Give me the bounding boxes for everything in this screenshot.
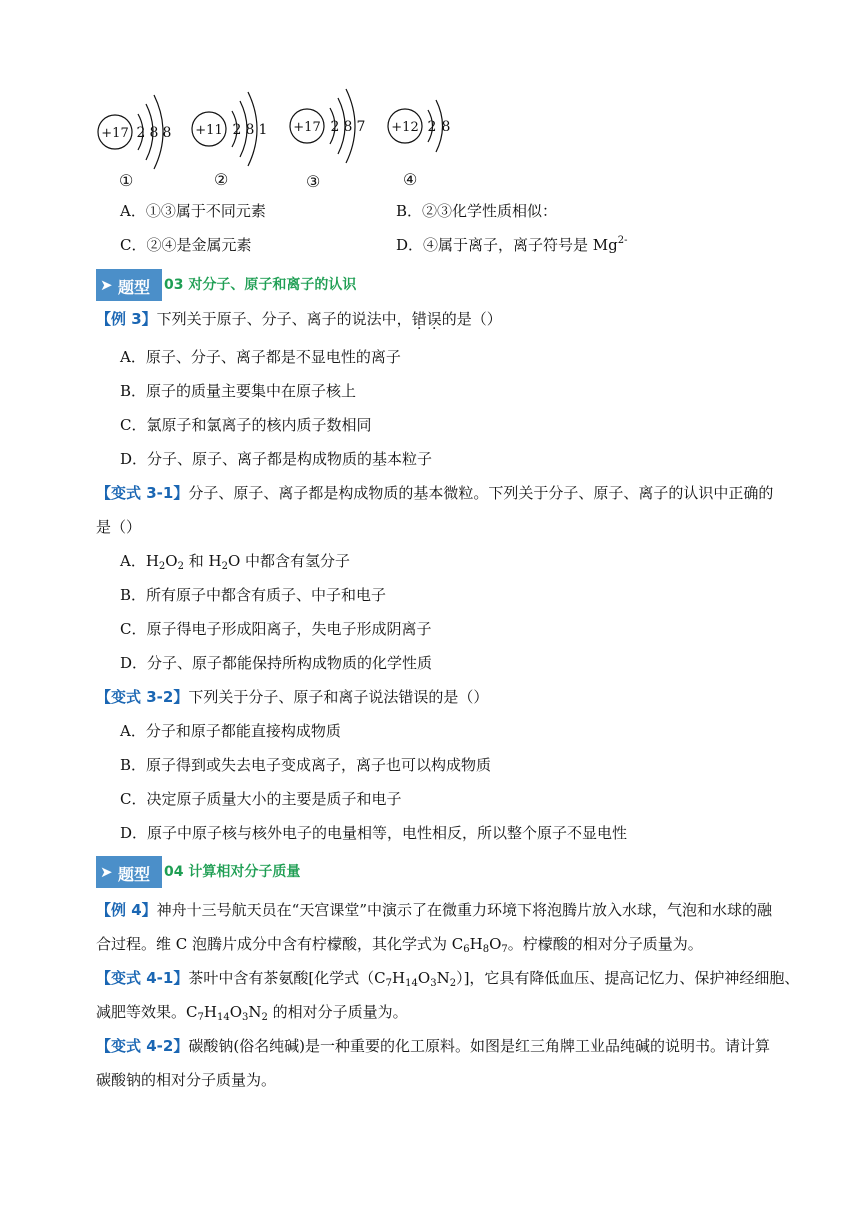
- section-title: 04 计算相对分子质量: [164, 864, 301, 880]
- section-banner: ➤ 题型: [96, 269, 162, 301]
- section-title: 03 对分子、原子和离子的认识: [164, 277, 357, 293]
- nucleus-charge: +11: [195, 123, 223, 138]
- option-d: D．分子、原子都能保持所构成物质的化学性质: [120, 654, 433, 672]
- option-c: C．②④是金属元素: [120, 236, 252, 254]
- diagram-label-2: ②: [214, 170, 229, 189]
- shell-electrons: 2: [427, 119, 437, 135]
- nucleus-charge: +17: [101, 126, 129, 141]
- shell-electrons: 2: [330, 119, 340, 135]
- option-d: D．分子、原子、离子都是构成物质的基本粒子: [120, 450, 433, 468]
- diagram-label-4: ④: [403, 170, 418, 189]
- diagram-label-3: ③: [306, 172, 321, 191]
- question-text-continued: 是（）: [96, 518, 142, 536]
- shell-electrons: 2: [136, 125, 146, 141]
- option-a: A．原子、分子、离子都是不显电性的离子: [120, 348, 401, 366]
- option-b: B．②③化学性质相似：: [396, 202, 558, 220]
- atom-diagram-4: [388, 100, 450, 152]
- arrow-icon: ➤: [100, 863, 113, 881]
- atom-diagram-3: [290, 89, 365, 163]
- shell-electrons: 8: [245, 122, 255, 138]
- shell-electrons: 1: [258, 122, 268, 138]
- shell-electrons: 8: [343, 119, 353, 135]
- question-variant-3-2: 【变式 3-2】下列关于分子、原子和离子说法错误的是（）: [96, 688, 489, 706]
- question-variant-4-1: 【变式 4-1】茶叶中含有茶氨酸[化学式$(C_7H_{14}O_3N_2)$]，它具有降低血压、提高记忆力、保护神经细胞、: [96, 969, 800, 989]
- atom-structure-diagrams: [0, 0, 860, 200]
- option-b: B．所有原子中都含有质子、中子和电子: [120, 586, 387, 604]
- shell-electrons: 2: [232, 122, 242, 138]
- question-text-continued: 碳酸钠的相对分子质量为。: [96, 1071, 277, 1089]
- arrow-icon: ➤: [100, 276, 113, 294]
- question-text-continued: 减肥等效果。$C_7H_{14}O_3N_2$ 的相对分子质量为。: [96, 1003, 408, 1023]
- option-b: B．原子的质量主要集中在原子核上: [120, 382, 357, 400]
- atom-diagram-2: [192, 92, 267, 166]
- question-example-3: 【例 3】下列关于原子、分子、离子的说法中，错误的是（）: [96, 310, 502, 328]
- nucleus-charge: +12: [391, 120, 419, 135]
- option-a: A．$H_2O_2$ 和 $H_2O$ 中都含有氢分子: [120, 552, 351, 572]
- option-d: D．④属于离子，离子符号是 $Mg^{2-}$: [396, 235, 628, 254]
- question-variant-4-2: 【变式 4-2】碳酸钠(俗名纯碱)是一种重要的化工原料。如图是红三角牌工业品纯碱的说明书。请计算: [96, 1037, 771, 1055]
- shell-electrons: 7: [356, 119, 366, 135]
- question-text-continued: 合过程。维 C 泡腾片成分中含有柠檬酸，其化学式为 $C_6H_8O_7$。柠檬酸的相对分子质量为。: [96, 935, 703, 955]
- option-a: A．分子和原子都能直接构成物质: [120, 722, 341, 740]
- question-variant-3-1: 【变式 3-1】分子、原子、离子都是构成物质的基本微粒。下列关于分子、原子、离子的认识中正确的: [96, 484, 774, 502]
- shell-electrons: 8: [441, 119, 451, 135]
- diagram-label-1: ①: [119, 171, 134, 190]
- atom-diagram-1: [98, 95, 171, 169]
- option-c: C．原子得电子形成阳离子，失电子形成阴离子: [120, 620, 432, 638]
- option-b: B．原子得到或失去电子变成离子，离子也可以构成物质: [120, 756, 492, 774]
- option-c: C．氯原子和氯离子的核内质子数相同: [120, 416, 372, 434]
- option-a: A．①③属于不同元素: [120, 202, 266, 220]
- shell-electrons: 8: [149, 125, 159, 141]
- question-example-4: 【例 4】神舟十三号航天员在“天宫课堂”中演示了在微重力环境下将泡腾片放入水球，气泡和水球的融: [96, 901, 773, 919]
- option-c: C．决定原子质量大小的主要是质子和电子: [120, 790, 402, 808]
- option-d: D．原子中原子核与核外电子的电量相等，电性相反，所以整个原子不显电性: [120, 824, 628, 842]
- shell-electrons: 8: [162, 125, 172, 141]
- section-banner: ➤ 题型: [96, 856, 162, 888]
- nucleus-charge: +17: [293, 120, 321, 135]
